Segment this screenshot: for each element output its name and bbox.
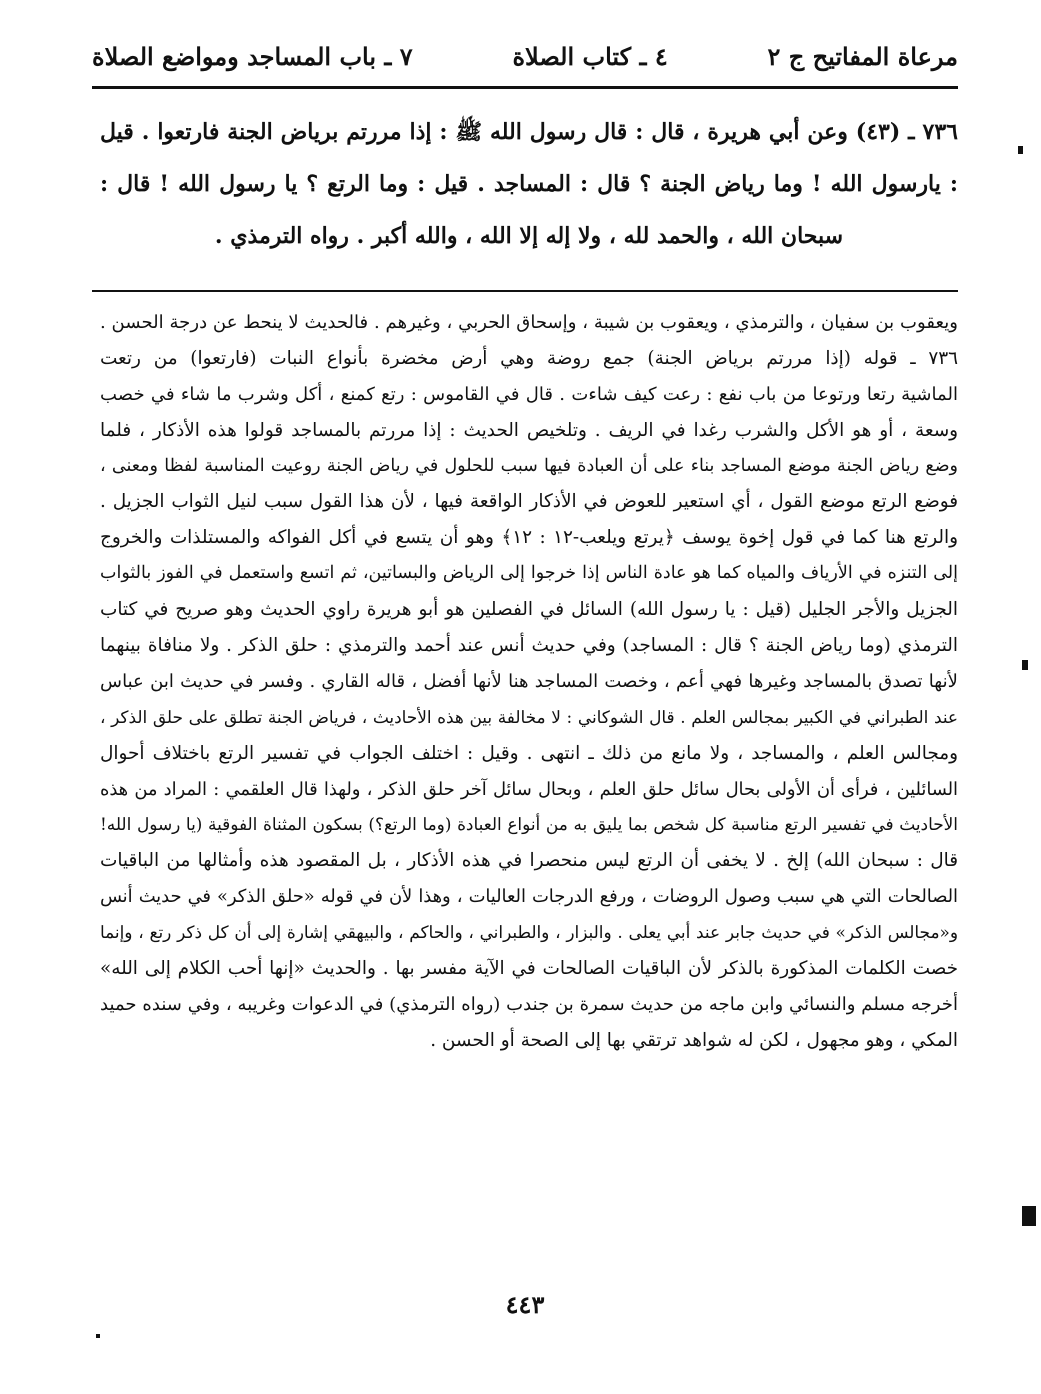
commentary-line: الصالحات التي هي سبب وصول الروضات ، ورفع الدرجات العاليات ، وهذا لأن في قوله «حلق الذكر» في حديث أنس bbox=[100, 886, 958, 908]
commentary-block bbox=[100, 305, 958, 1059]
commentary-line: قال : سبحان الله) إلخ . لا يخفى أن الرتع ليس منحصرا في هذه الأذكار ، بل المقصود هذه وأمثالها من الباقيات bbox=[100, 850, 958, 872]
commentary-line: فوضع الرتع موضع القول ، أي استعير للعوض في الأذكار الواقعة فيها ، لأن هذا القول سبب لنيل الثواب الجزيل . bbox=[100, 491, 958, 513]
commentary-line: الترمذي (وما رياض الجنة ؟ قال : المساجد) وفي حديث أنس عند أحمد والترمذي : حلق الذكر . ولا منافاة بينهما bbox=[100, 635, 958, 657]
commentary-line: لأنها تصدق بالمساجد وغيرها فهي أعم ، وخصت المساجد هنا لأنها أفضل ، قاله القاري . وفسر في حديث ابن عباس bbox=[100, 670, 958, 692]
commentary-line: السائلين ، فرأى أن الأولى بحال سائل حلق العلم ، وبحال سائل آخر حلق الذكر ، ولهذا قال العلقمي : المراد من هذه bbox=[100, 778, 958, 800]
scan-mark bbox=[1022, 660, 1028, 670]
header-section: ٧ ـ باب المساجد ومواضع الصلاة bbox=[92, 41, 413, 71]
header-chapter: ٤ ـ كتاب الصلاة bbox=[512, 41, 668, 71]
running-header bbox=[92, 34, 958, 78]
scan-mark bbox=[1022, 1206, 1036, 1226]
commentary-line: ومجالس العلم ، والمساجد ، ولا مانع من ذلك ـ انتهى . وقيل : اختلف الجواب في تفسير الرتع باختلاف أحوال bbox=[100, 742, 958, 764]
section-divider bbox=[92, 290, 958, 292]
commentary-line: الأحاديث في تفسير الرتع مناسبة كل شخص بما يليق به من أنواع العبادة (وما الرتع؟) بسكون المثناة الفوقية (يا رسول الله! bbox=[100, 814, 958, 835]
commentary-line: وسعة ، أو هو الأكل والشرب رغدا في الريف . وتلخيص الحديث : إذا مررتم بالمساجد قولوا هذه الأذكار ، فلما bbox=[100, 419, 958, 441]
page-number: ٤٤٣ bbox=[505, 1290, 545, 1319]
commentary-line: عند الطبراني في الكبير بمجالس العلم . قال الشوكاني : لا مخالفة بين هذه الأحاديث ، فرياض الجنة تطلق على حلق الذكر ، bbox=[100, 706, 958, 727]
commentary-line: و«مجالس الذكر» في حديث جابر عند أبي يعلى . والبزار ، والطبراني ، والحاكم ، والبيهقي إشارة إلى أن كل ذكر رتع ، وإنما bbox=[100, 922, 958, 943]
commentary-line: ٧٣٦ ـ قوله (إذا مررتم برياض الجنة) جمع روضة وهي أرض مخضرة بأنواع النبات (فارتعوا) من رتعت bbox=[100, 347, 958, 369]
header-rule bbox=[92, 86, 958, 89]
commentary-line: أخرجه مسلم والنسائي وابن ماجه من حديث سمرة بن جندب (رواه الترمذي) في الدعوات وغريبه ، وفي سنده حميد bbox=[100, 993, 958, 1015]
commentary-line: خصت الكلمات المذكورة بالذكر لأن الباقيات الصالحات في الآية مفسر بها . والحديث «إنها أحب الكلام إلى الله» bbox=[100, 958, 958, 980]
commentary-line: الماشية رتعا ورتوعا من باب نفع : رعت كيف شاءت . قال في القاموس : رتع كمنع ، أكل وشرب ما شاء في خصب bbox=[100, 383, 958, 405]
hadith-text: ٧٣٦ ـ (٤٣) وعن أبي هريرة ، قال : قال رسول الله ﷺ : إذا مررتم برياض الجنة فارتعوا . قيل : يارسول الله ! وما رياض الجنة ؟ قال : المساجد . قيل : وما الرتع ؟ يا رسول الله ! قال : سبحان الله ، والحمد لله ، ولا إله إلا الله ، والله أكبر . رواه الترمذي . bbox=[100, 119, 958, 249]
header-book-title: مرعاة المفاتيح ج ٢ bbox=[767, 41, 958, 71]
commentary-line: إلى التنزه في الأرياف والمياه كما هو عادة الناس إذا خرجوا إلى الرياض والبساتين، ثم اتسع واستعمل في الفوز بالثواب bbox=[100, 563, 958, 584]
scan-mark bbox=[96, 1334, 100, 1338]
commentary-line: المكي ، وهو مجهول ، لكن له شواهد ترتقي بها إلى الصحة أو الحسن . bbox=[430, 1029, 958, 1051]
commentary-line: والرتع هنا كما في قول إخوة يوسف ﴿يرتع ويلعب-١٢ : ١٢﴾ وهو أن يتسع في أكل الفواكه والمستلذات والخروج bbox=[100, 527, 958, 549]
commentary-line: وضع رياض الجنة موضع المساجد بناء على أن العبادة فيها سبب للحلول في رياض الجنة روعيت المناسبة لفظا ومعنى ، bbox=[100, 455, 958, 476]
commentary-line: ويعقوب بن سفيان ، والترمذي ، ويعقوب بن شيبة ، وإسحاق الحربي ، وغيرهم . فالحديث لا ينحط عن درجة الحسن . bbox=[100, 312, 958, 333]
commentary-line: الجزيل والأجر الجليل (قيل : يا رسول الله) السائل في الفصلين هو أبو هريرة راوي الحديث وهو صريح في كتاب bbox=[100, 599, 958, 621]
scan-mark bbox=[1018, 146, 1023, 154]
